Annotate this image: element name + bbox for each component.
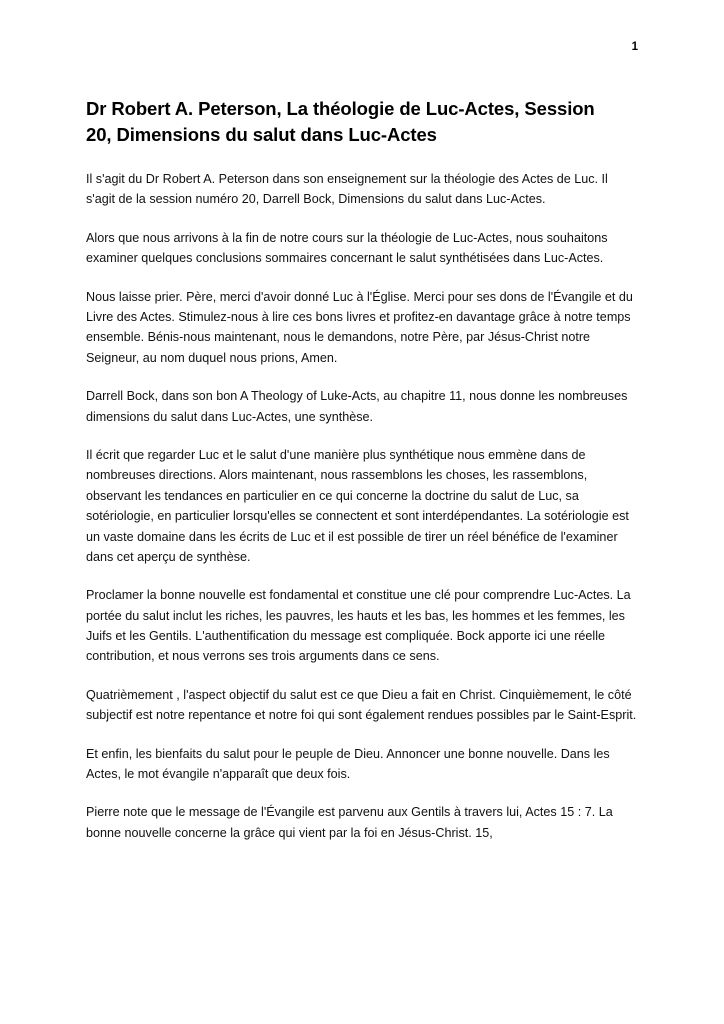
paragraph: Quatrièmement , l'aspect objectif du salut est ce que Dieu a fait en Christ. Cinquièmement, le côté subjectif est notre repentance et notre foi qui sont également rendues possibles par le Saint-Esprit. [86, 687, 637, 723]
paragraph: Alors que nous arrivons à la fin de notre cours sur la théologie de Luc-Actes, nous souhaitons examiner quelques conclusions sommaires concernant le salut synthétisées dans Luc-Actes. [86, 230, 608, 266]
paragraph: Nous laisse prier. Père, merci d'avoir donné Luc à l'Église. Merci pour ses dons de l'Évangile et du Livre des Actes. Stimulez-nous à lire ces bons livres et profitez-en davantage grâce à notre temps ensemble. Bénis-nous maintenant, nous le demandons, notre Père, par Jésus-Christ notre Seigneur, au nom duquel nous prions, Amen. [86, 289, 633, 365]
paragraph: Il s'agit du Dr Robert A. Peterson dans son enseignement sur la théologie des Actes de Luc. Il s'agit de la session numéro 20, Darrell Bock, Dimensions du salut dans Luc-Actes. [86, 172, 608, 207]
page-title: Dr Robert A. Peterson, La théologie de Luc-Actes, Session 20, Dimensions du salut dans Luc-Actes [86, 98, 595, 145]
paragraph: Darrell Bock, dans son bon A Theology of Luke-Acts, au chapitre 11, nous donne les nombreuses dimensions du salut dans Luc-Actes, une synthèse. [86, 389, 628, 424]
page-number: 1 [631, 41, 638, 53]
paragraph: Proclamer la bonne nouvelle est fondamental et constitue une clé pour comprendre Luc-Actes. La portée du salut inclut les riches, les pauvres, les hauts et les bas, les hommes et les femmes, les Juifs et les Gentils. L'authentification du message est compliquée. Bock apporte ici une réelle contribution, et nous verrons ses trois arguments dans ce sens. [86, 588, 631, 664]
paragraph: Et enfin, les bienfaits du salut pour le peuple de Dieu. Annoncer une bonne nouvelle. Dans les Actes, le mot évangile n'apparaît que deux fois. [86, 746, 610, 782]
paragraph: Pierre note que le message de l'Évangile est parvenu aux Gentils à travers lui, Actes 15 : 7. La bonne nouvelle concerne la grâce qui vient par la foi en Jésus-Christ. 15, [86, 805, 613, 840]
paragraph: Il écrit que regarder Luc et le salut d'une manière plus synthétique nous emmène dans de nombreuses directions. Alors maintenant, nous rassemblons les choses, les rassemblons, observant les tendances en particulier en ce qui concerne la doctrine du salut de Luc, sa sotériologie, en particulier lorsqu'elles se connectent et sont interdépendantes. La sotériologie est un vaste domaine dans les écrits de Luc et il est possible de tirer un réel bénéfice de l'examiner dans cet aperçu de synthèse. [86, 447, 629, 564]
